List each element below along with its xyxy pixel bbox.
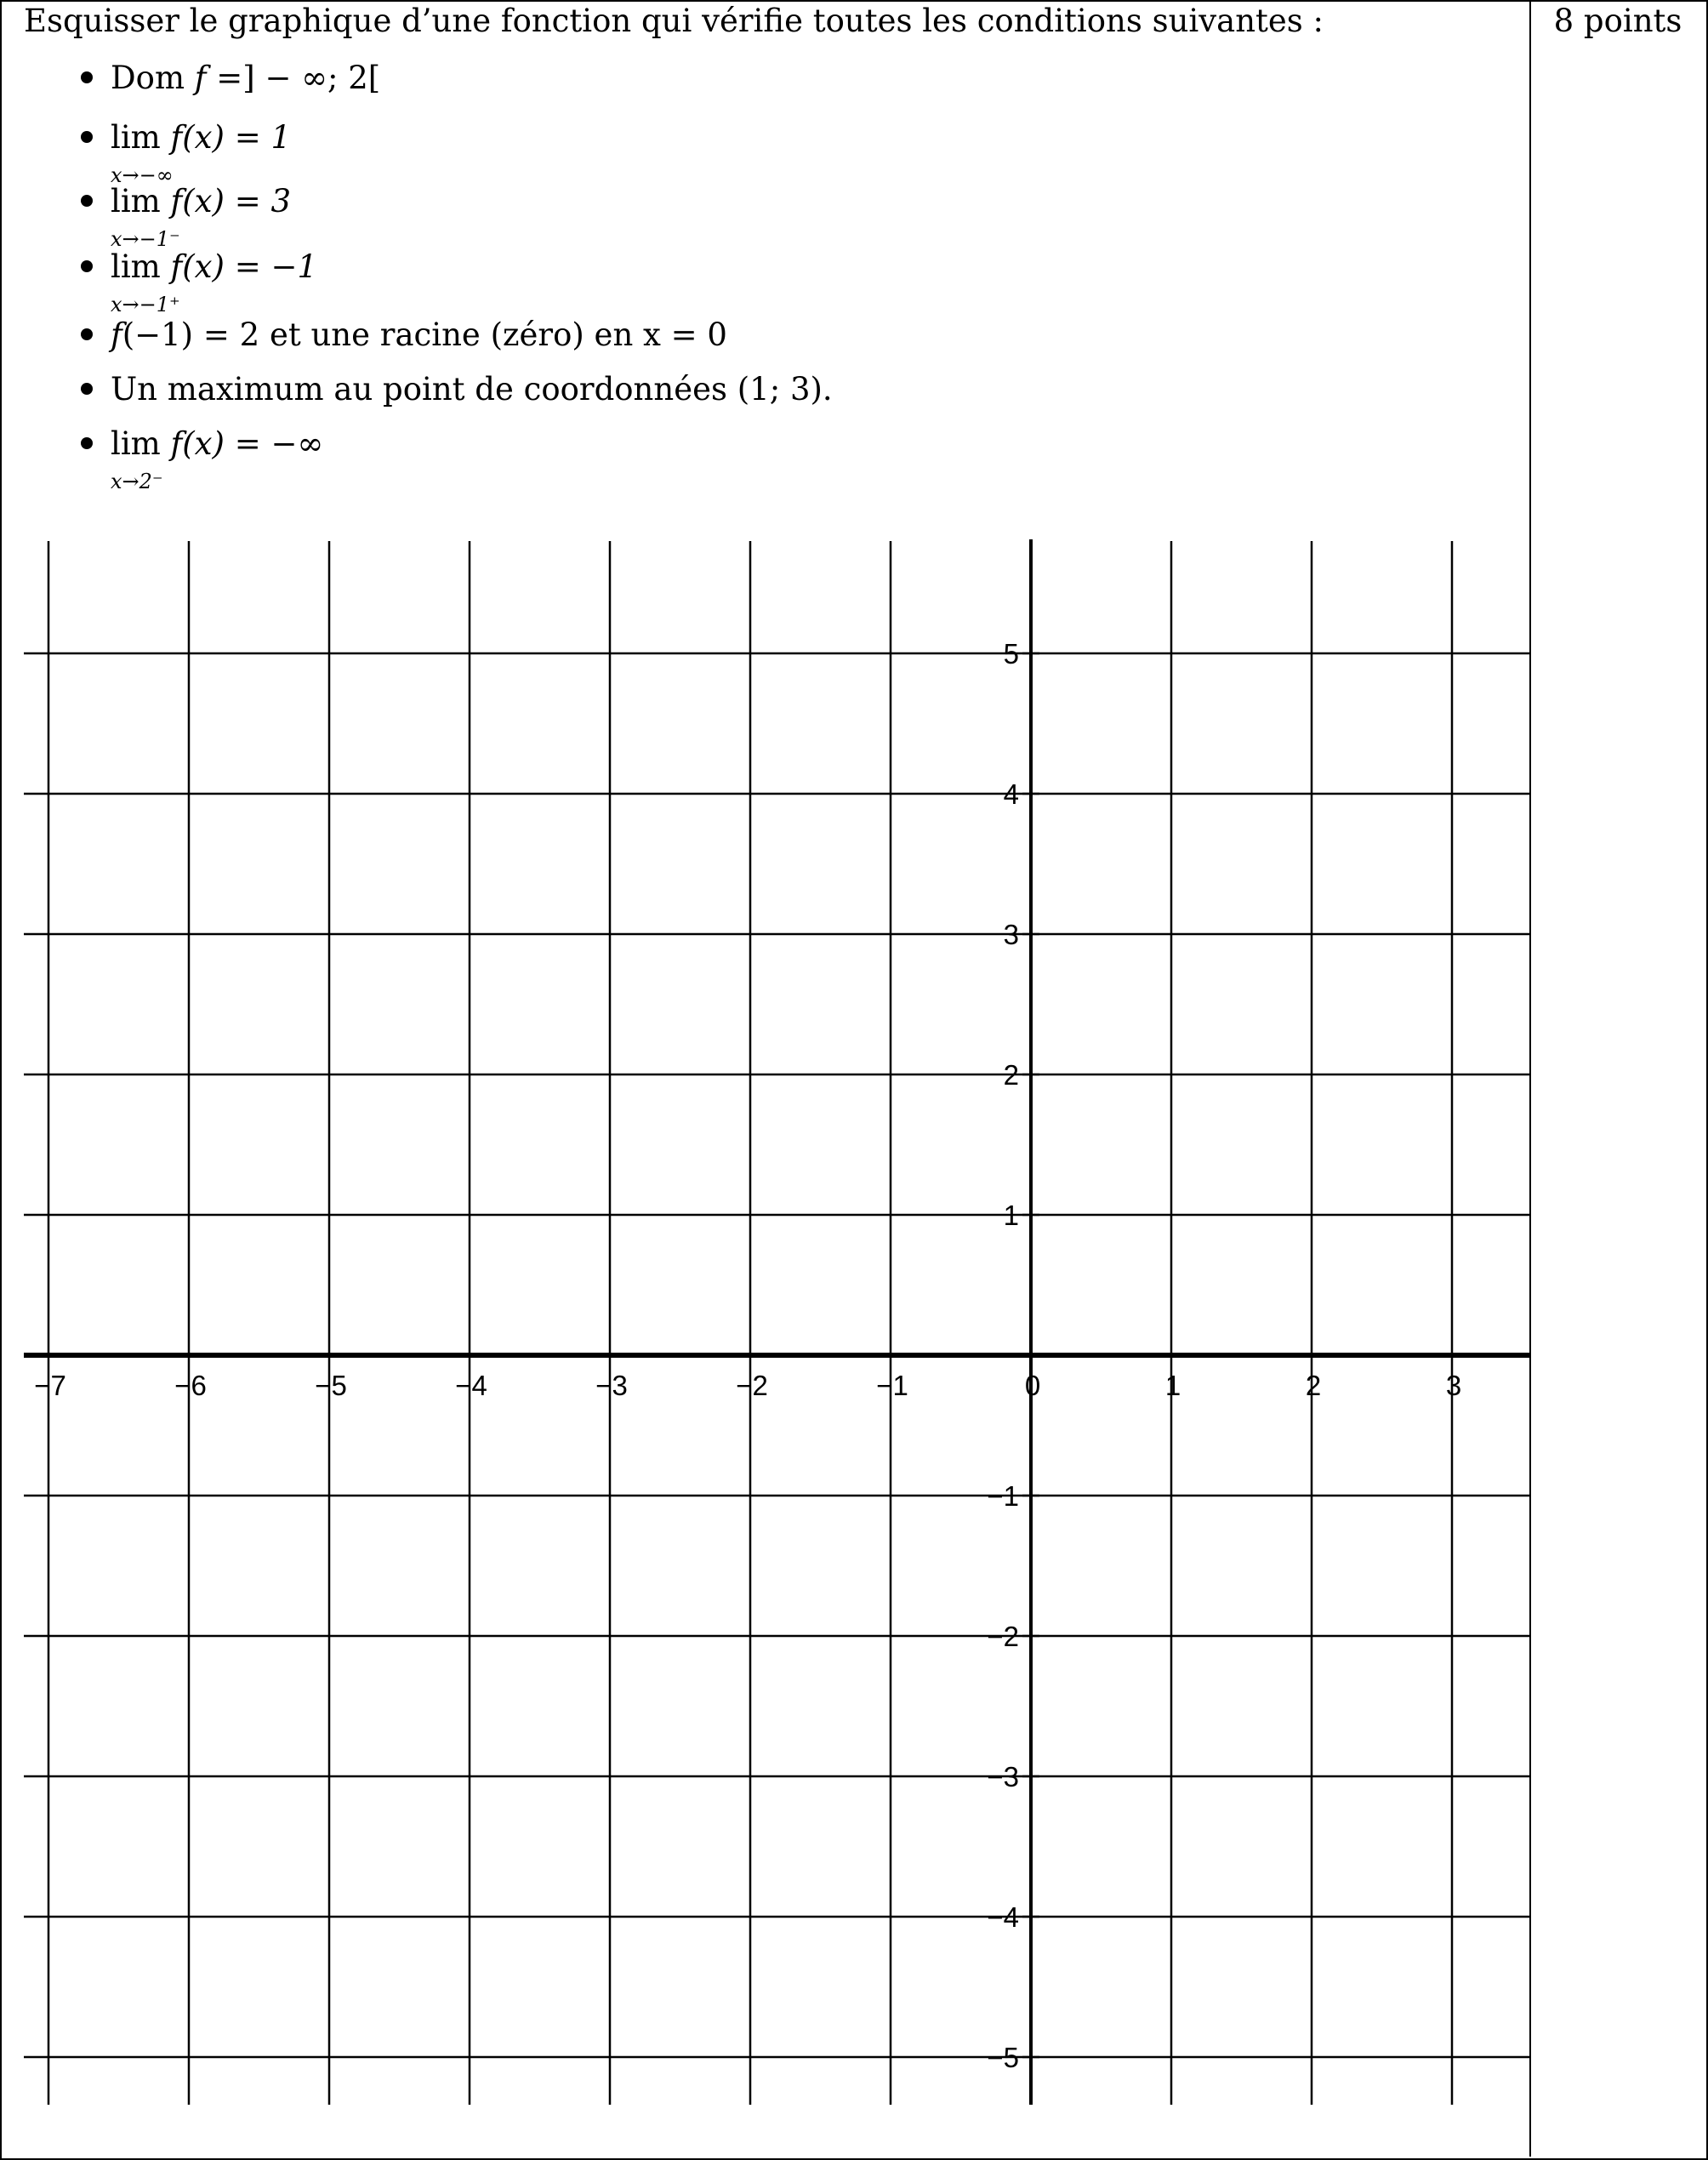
x-tick-label: −5: [315, 1370, 347, 1401]
x-tick-label: −3: [595, 1370, 628, 1401]
x-tick-label: 0: [1024, 1370, 1041, 1401]
x-tick-label: −6: [174, 1370, 207, 1401]
x-tick-label: −1: [876, 1370, 908, 1401]
y-tick-label: 4: [1003, 778, 1019, 810]
y-tick-label: −2: [987, 1621, 1019, 1652]
x-tick-label: 2: [1305, 1370, 1322, 1401]
points-label: 8 points: [1553, 3, 1682, 39]
x-tick-label: 3: [1445, 1370, 1462, 1401]
y-tick-label: −1: [987, 1480, 1019, 1512]
instruction-text: Esquisser le graphique d’une fonction qui vérifie toutes les conditions suivantes :: [24, 3, 1324, 39]
y-tick-label: 5: [1003, 638, 1019, 670]
x-tick-label: −7: [34, 1370, 66, 1401]
y-tick-label: −3: [987, 1761, 1019, 1792]
x-tick-label: 1: [1164, 1370, 1181, 1401]
y-tick-label: 2: [1003, 1059, 1019, 1091]
x-tick-label: −2: [736, 1370, 768, 1401]
y-tick-label: 3: [1003, 919, 1019, 950]
y-tick-label: 1: [1003, 1200, 1019, 1231]
y-tick-label: −5: [987, 2042, 1019, 2073]
y-tick-label: −4: [987, 1901, 1019, 1933]
x-tick-label: −4: [455, 1370, 487, 1401]
